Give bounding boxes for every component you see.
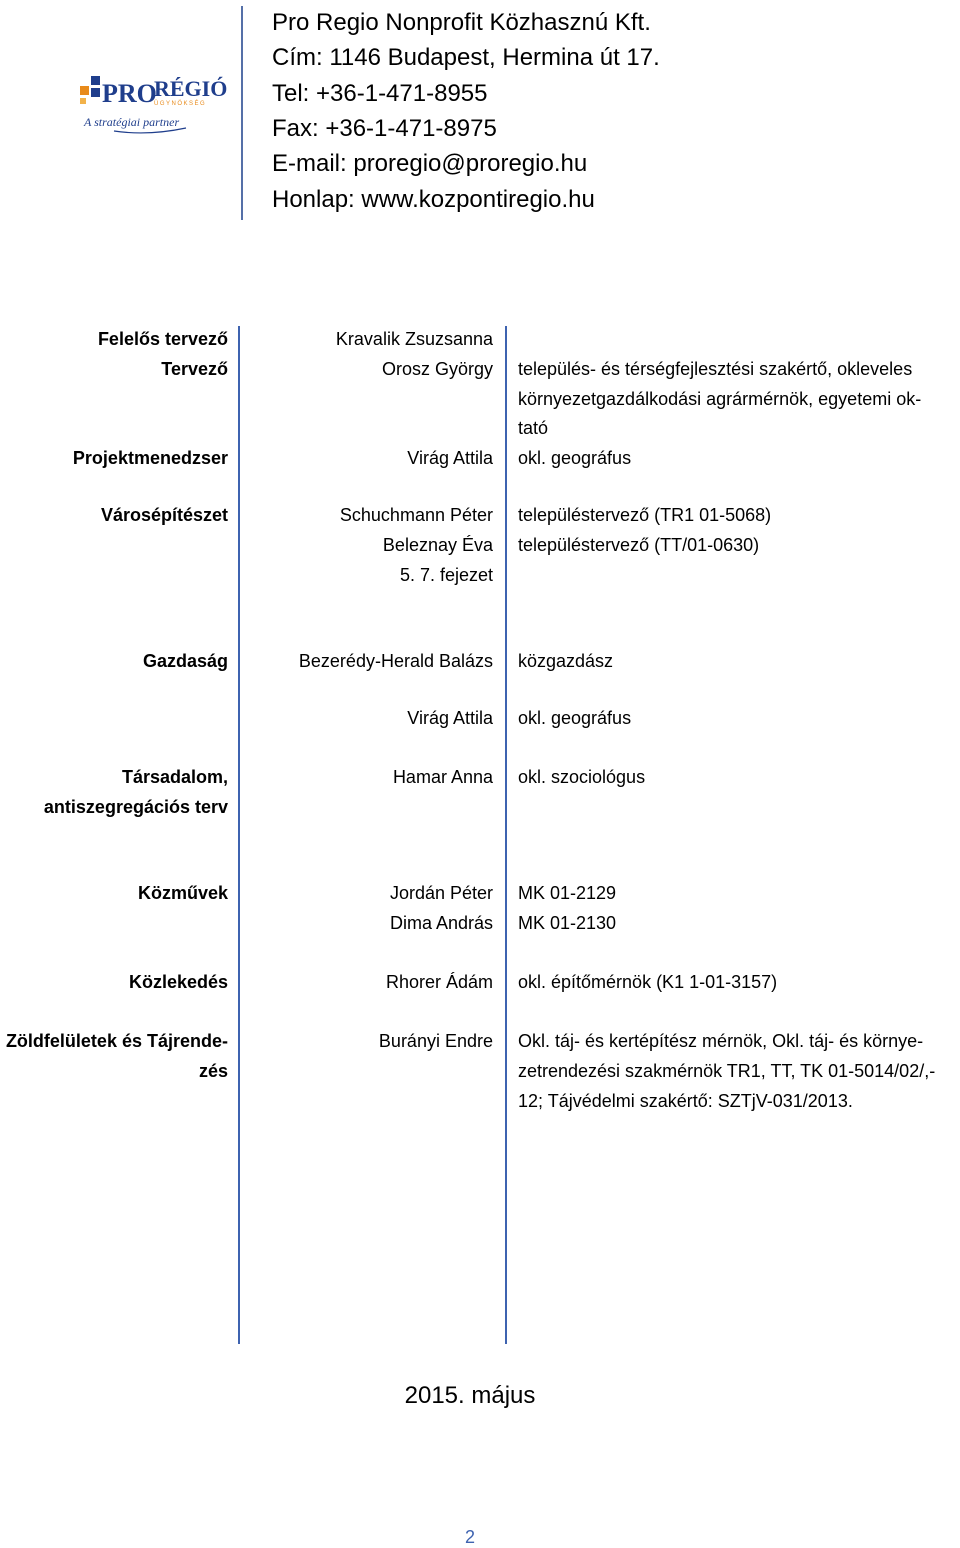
logo-tagline: A stratégiai partner <box>84 115 180 129</box>
name-dima: Dima András <box>389 913 493 933</box>
email: E-mail: proregio@proregio.hu <box>272 150 588 177</box>
desc-orosz-2: környezetgazdálkodási agrármérnök, egyetemi ok- <box>518 389 922 409</box>
name-schuchmann: Schuchmann Péter <box>339 505 493 525</box>
name-beleznay: Beleznay Éva <box>382 535 493 555</box>
desc-schuchmann: településtervező (TR1 01-5068) <box>518 505 772 525</box>
name-kravalik: Kravalik Zsuzsanna <box>335 329 493 349</box>
name-chapter-note: 5. 7. fejezet <box>399 565 493 585</box>
table-rule-right <box>505 326 507 1344</box>
roles-column <box>0 0 228 1548</box>
address: Cím: 1146 Budapest, Hermina út 17. <box>272 44 660 71</box>
role-project-manager: Projektmenedzser <box>72 448 228 468</box>
role-economy: Gazdaság <box>142 651 228 671</box>
role-green-areas-cont: zés <box>198 1061 228 1081</box>
names-column <box>250 0 493 1548</box>
desc-hamar: okl. szociológus <box>518 767 646 787</box>
desc-buranyi-1: Okl. táj- és kertépítész mérnök, Okl. táj- és környe- <box>518 1031 924 1051</box>
desc-beleznay: településtervező (TT/01-0630) <box>518 535 760 555</box>
desc-virag-2: okl. geográfus <box>518 708 632 728</box>
phone: Tel: +36-1-471-8955 <box>272 80 488 107</box>
desc-buranyi-3: 12; Tájvédelmi szakértő: SZTjV-031/2013. <box>518 1091 853 1111</box>
role-transport: Közlekedés <box>128 972 228 992</box>
name-jordan: Jordán Péter <box>389 883 493 903</box>
logo-text-agency: ÜGYNÖKSÉG <box>154 101 207 107</box>
website: Honlap: www.kozpontiregio.hu <box>272 186 595 213</box>
name-virag-2: Virág Attila <box>407 708 493 728</box>
role-designer: Tervező <box>161 359 228 379</box>
desc-bezeredy: közgazdász <box>518 651 614 671</box>
role-utilities: Közművek <box>137 883 228 903</box>
desc-buranyi-2: zetrendezési szakmérnök TR1, TT, TK 01-5014/02/,- <box>518 1061 936 1081</box>
header-divider <box>241 6 243 220</box>
company-name: Pro Regio Nonprofit Közhasznú Kft. <box>272 9 651 36</box>
role-green-areas: Zöldfelületek és Tájrende- <box>5 1031 228 1051</box>
fax: Fax: +36-1-471-8975 <box>272 115 497 142</box>
name-rhorer: Rhorer Ádám <box>385 972 493 992</box>
logo-text-pro: PRO <box>102 79 157 108</box>
logo-text-regio: RÉGIÓ <box>154 76 228 101</box>
page-number: 2 <box>464 1527 475 1547</box>
descriptions-column <box>518 0 958 1548</box>
desc-virag-1: okl. geográfus <box>518 448 632 468</box>
desc-orosz-3: tató <box>518 418 549 438</box>
table-rule-left <box>238 326 240 1344</box>
name-virag-1: Virág Attila <box>407 448 493 468</box>
desc-rhorer: okl. építőmérnök (K1 1-01-3157) <box>518 972 778 992</box>
desc-orosz-1: település- és térségfejlesztési szakértő, okleveles <box>518 359 913 379</box>
name-buranyi: Burányi Endre <box>378 1031 493 1051</box>
desc-jordan: MK 01-2129 <box>518 883 617 903</box>
role-antisegregation: antiszegregációs terv <box>43 797 228 817</box>
name-bezeredy: Bezerédy-Herald Balázs <box>298 651 493 671</box>
role-society: Társadalom, <box>121 767 228 787</box>
desc-dima: MK 01-2130 <box>518 913 617 933</box>
role-urban-architecture: Városépítészet <box>100 505 228 525</box>
name-hamar: Hamar Anna <box>392 767 493 787</box>
document-date: 2015. május <box>404 1382 536 1409</box>
name-orosz: Orosz György <box>381 359 493 379</box>
role-responsible-designer: Felelős tervező <box>97 329 228 349</box>
